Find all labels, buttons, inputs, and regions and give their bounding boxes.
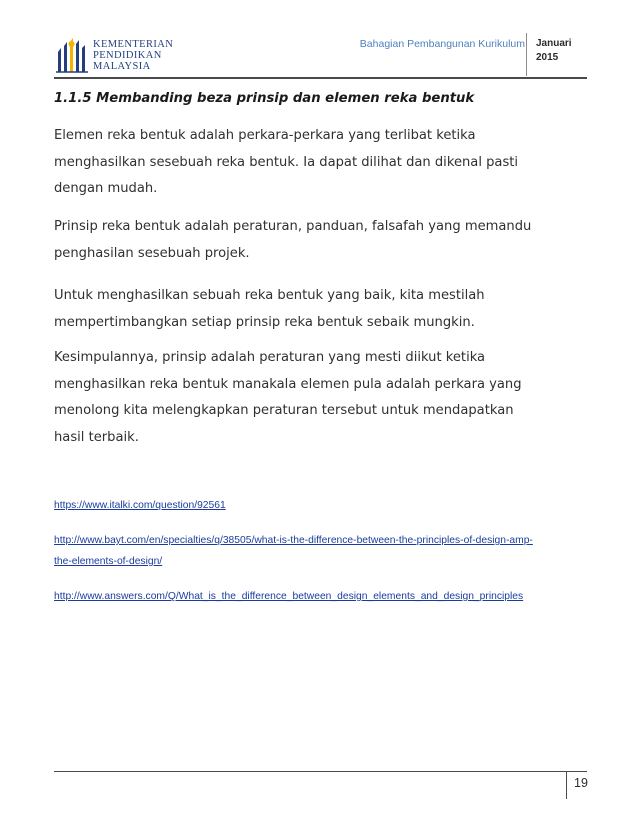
text-line: penghasilan sesebuah projek. <box>54 245 250 261</box>
text-line: menghasilkan reka bentuk manakala elemen pula adalah perkara yang <box>54 376 522 392</box>
text-line: menghasilkan sesebuah reka bentuk. Ia dapat dilihat dan dikenal pasti <box>54 154 519 170</box>
page-number: 19 <box>574 776 588 790</box>
ministry-line-1: KEMENTERIAN <box>93 39 174 50</box>
text-line: Elemen reka bentuk adalah perkara-perkara yang terlibat ketika <box>54 128 476 143</box>
ministry-line-3: MALAYSIA <box>93 61 151 72</box>
reference-link-bayt[interactable]: http://www.bayt.com/en/specialties/q/38505/what-is-the-difference-between-the-principles-of-design-amp- <box>54 535 533 546</box>
text-line: dengan mudah. <box>54 181 158 196</box>
header-divider <box>526 33 527 76</box>
ministry-crest-icon <box>54 36 90 74</box>
reference-link-answers[interactable]: http://www.answers.com/Q/What_is_the_difference_between_design_elements_and_design_principles <box>54 591 524 602</box>
paragraph-good-design <box>54 283 594 336</box>
header-rule <box>54 77 587 79</box>
reference-link-bayt-continued[interactable]: the-elements-of-design/ <box>54 556 163 567</box>
date-month: Januari <box>536 38 572 49</box>
section-heading: 1.1.5 Membanding beza prinsip dan elemen reka bentuk <box>54 91 475 106</box>
ministry-line-2: PENDIDIKAN <box>93 50 162 61</box>
date-year: 2015 <box>536 52 559 63</box>
text-line: mempertimbangkan setiap prinsip reka bentuk sebaik mungkin. <box>54 314 475 330</box>
department-name: Bahagian Pembangunan Kurikulum <box>359 38 525 50</box>
paragraph-elements-definition <box>54 123 594 203</box>
text-line: Prinsip reka bentuk adalah peraturan, panduan, falsafah yang memandu <box>54 219 532 234</box>
ministry-logo <box>54 36 234 78</box>
reference-link-italki[interactable]: https://www.italki.com/question/92561 <box>54 500 226 511</box>
ministry-name <box>93 39 233 72</box>
page-header <box>54 33 587 81</box>
text-line: hasil terbaik. <box>54 429 139 445</box>
footer-divider <box>566 771 567 799</box>
text-line: Untuk menghasilkan sebuah reka bentuk yang baik, kita mestilah <box>54 288 485 303</box>
document-date <box>536 37 572 65</box>
footer-rule <box>54 771 587 772</box>
text-line: Kesimpulannya, prinsip adalah peraturan yang mesti diikut ketika <box>54 350 486 365</box>
paragraph-conclusion <box>54 345 594 451</box>
text-line: menolong kita melengkapkan peraturan tersebut untuk mendapatkan <box>54 403 514 418</box>
paragraph-principles-definition <box>54 214 594 267</box>
